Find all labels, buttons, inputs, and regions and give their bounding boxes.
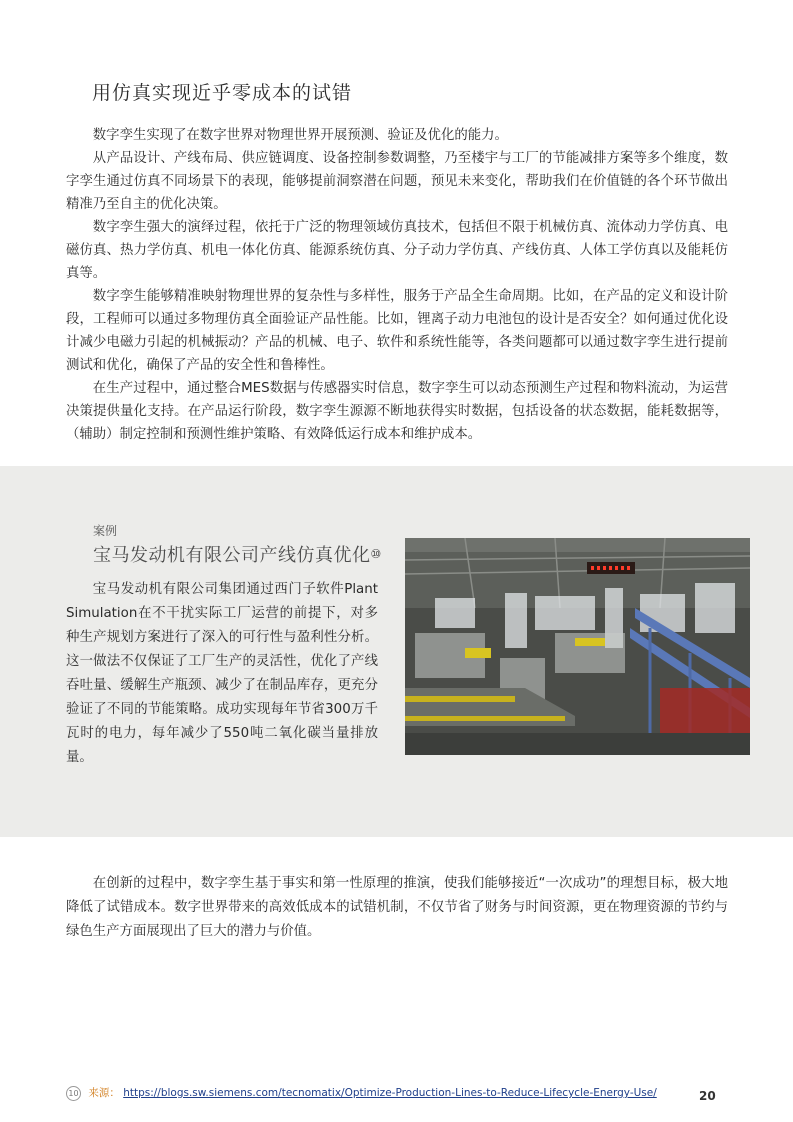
section-title: 用仿真实现近乎零成本的试错	[92, 82, 353, 104]
paragraph: 在生产过程中，通过整合MES数据与传感器实时信息，数字孪生可以动态预测生产过程和物料流动，为运营决策提供量化支持。在产品运行阶段，数字孪生源源不断地获得实时数据，包括设备的状态数据，能耗数据等，（辅助）制定控制和预测性维护策略、有效降低运行成本和维护成本。	[66, 381, 728, 442]
footnote	[66, 1085, 657, 1101]
footnote-reference[interactable]: ⑩	[370, 547, 382, 561]
paragraph: 数字孪生实现了在数字世界对物理世界开展预测、验证及优化的能力。	[92, 128, 508, 143]
case-title	[93, 541, 382, 567]
footnote-number: 10	[66, 1086, 81, 1101]
footnote-label: 来源：	[88, 1087, 120, 1099]
case-text: 宝马发动机有限公司集团通过西门子软件Plant Simulation在不干扰实际工厂运营的前提下，对多种生产规划方案进行了深入的可行性与盈利性分析。这一做法不仅保证了工厂生产的灵活性，优化了产线吞吐量、缓解生产瓶颈、减少了在制品库存，更充分验证了不同的节能策略。成功实现每年节省300万千瓦时的电力，每年减少了550吨二氧化碳当量排放量。	[66, 582, 378, 765]
case-title-text: 宝马发动机有限公司产线仿真优化	[93, 545, 371, 566]
body-text	[66, 124, 728, 446]
paragraph: 数字孪生能够精准映射物理世界的复杂性与多样性，服务于产品全生命周期。比如，在产品的定义和设计阶段，工程师可以通过多物理仿真全面验证产品性能。比如，锂离子动力电池包的设计是否安全？如何通过优化设计减少电磁力引起的机械振动？产品的机械、电子、软件和系统性能等，各类问题都可以通过数字孪生进行提前测试和优化，确保了产品的安全性和鲁棒性。	[66, 289, 728, 373]
paragraph: 在创新的过程中，数字孪生基于事实和第一性原理的推演，使我们能够接近“一次成功”的理想目标，极大地降低了试错成本。数字世界带来的高效低成本的试错机制，不仅节省了财务与时间资源，更在物理资源的节约与绿色生产方面展现出了巨大的潜力与价值。	[66, 876, 728, 939]
factory-photo-illustration	[405, 538, 750, 755]
closing-text	[66, 872, 728, 944]
footnote-link[interactable]: https://blogs.sw.siemens.com/tecnomatix/Optimize-Production-Lines-to-Reduce-Lifecycle-Energy-Use/	[123, 1087, 657, 1099]
page-number: 20	[699, 1089, 716, 1103]
case-label: 案例	[93, 524, 118, 538]
factory-production-line-photo	[405, 538, 750, 755]
paragraph: 从产品设计、产线布局、供应链调度、设备控制参数调整，乃至楼宇与工厂的节能减排方案等多个维度，数字孪生通过仿真不同场景下的表现，能够提前洞察潜在问题，预见未来变化，帮助我们在价值链的各个环节做出精准乃至自主的优化决策。	[66, 151, 728, 212]
paragraph: 数字孪生强大的演绎过程，依托于广泛的物理领域仿真技术，包括但不限于机械仿真、流体动力学仿真、电磁仿真、热力学仿真、机电一体化仿真、能源系统仿真、分子动力学仿真、产线仿真、人体工学仿真以及能耗仿真等。	[66, 220, 728, 281]
